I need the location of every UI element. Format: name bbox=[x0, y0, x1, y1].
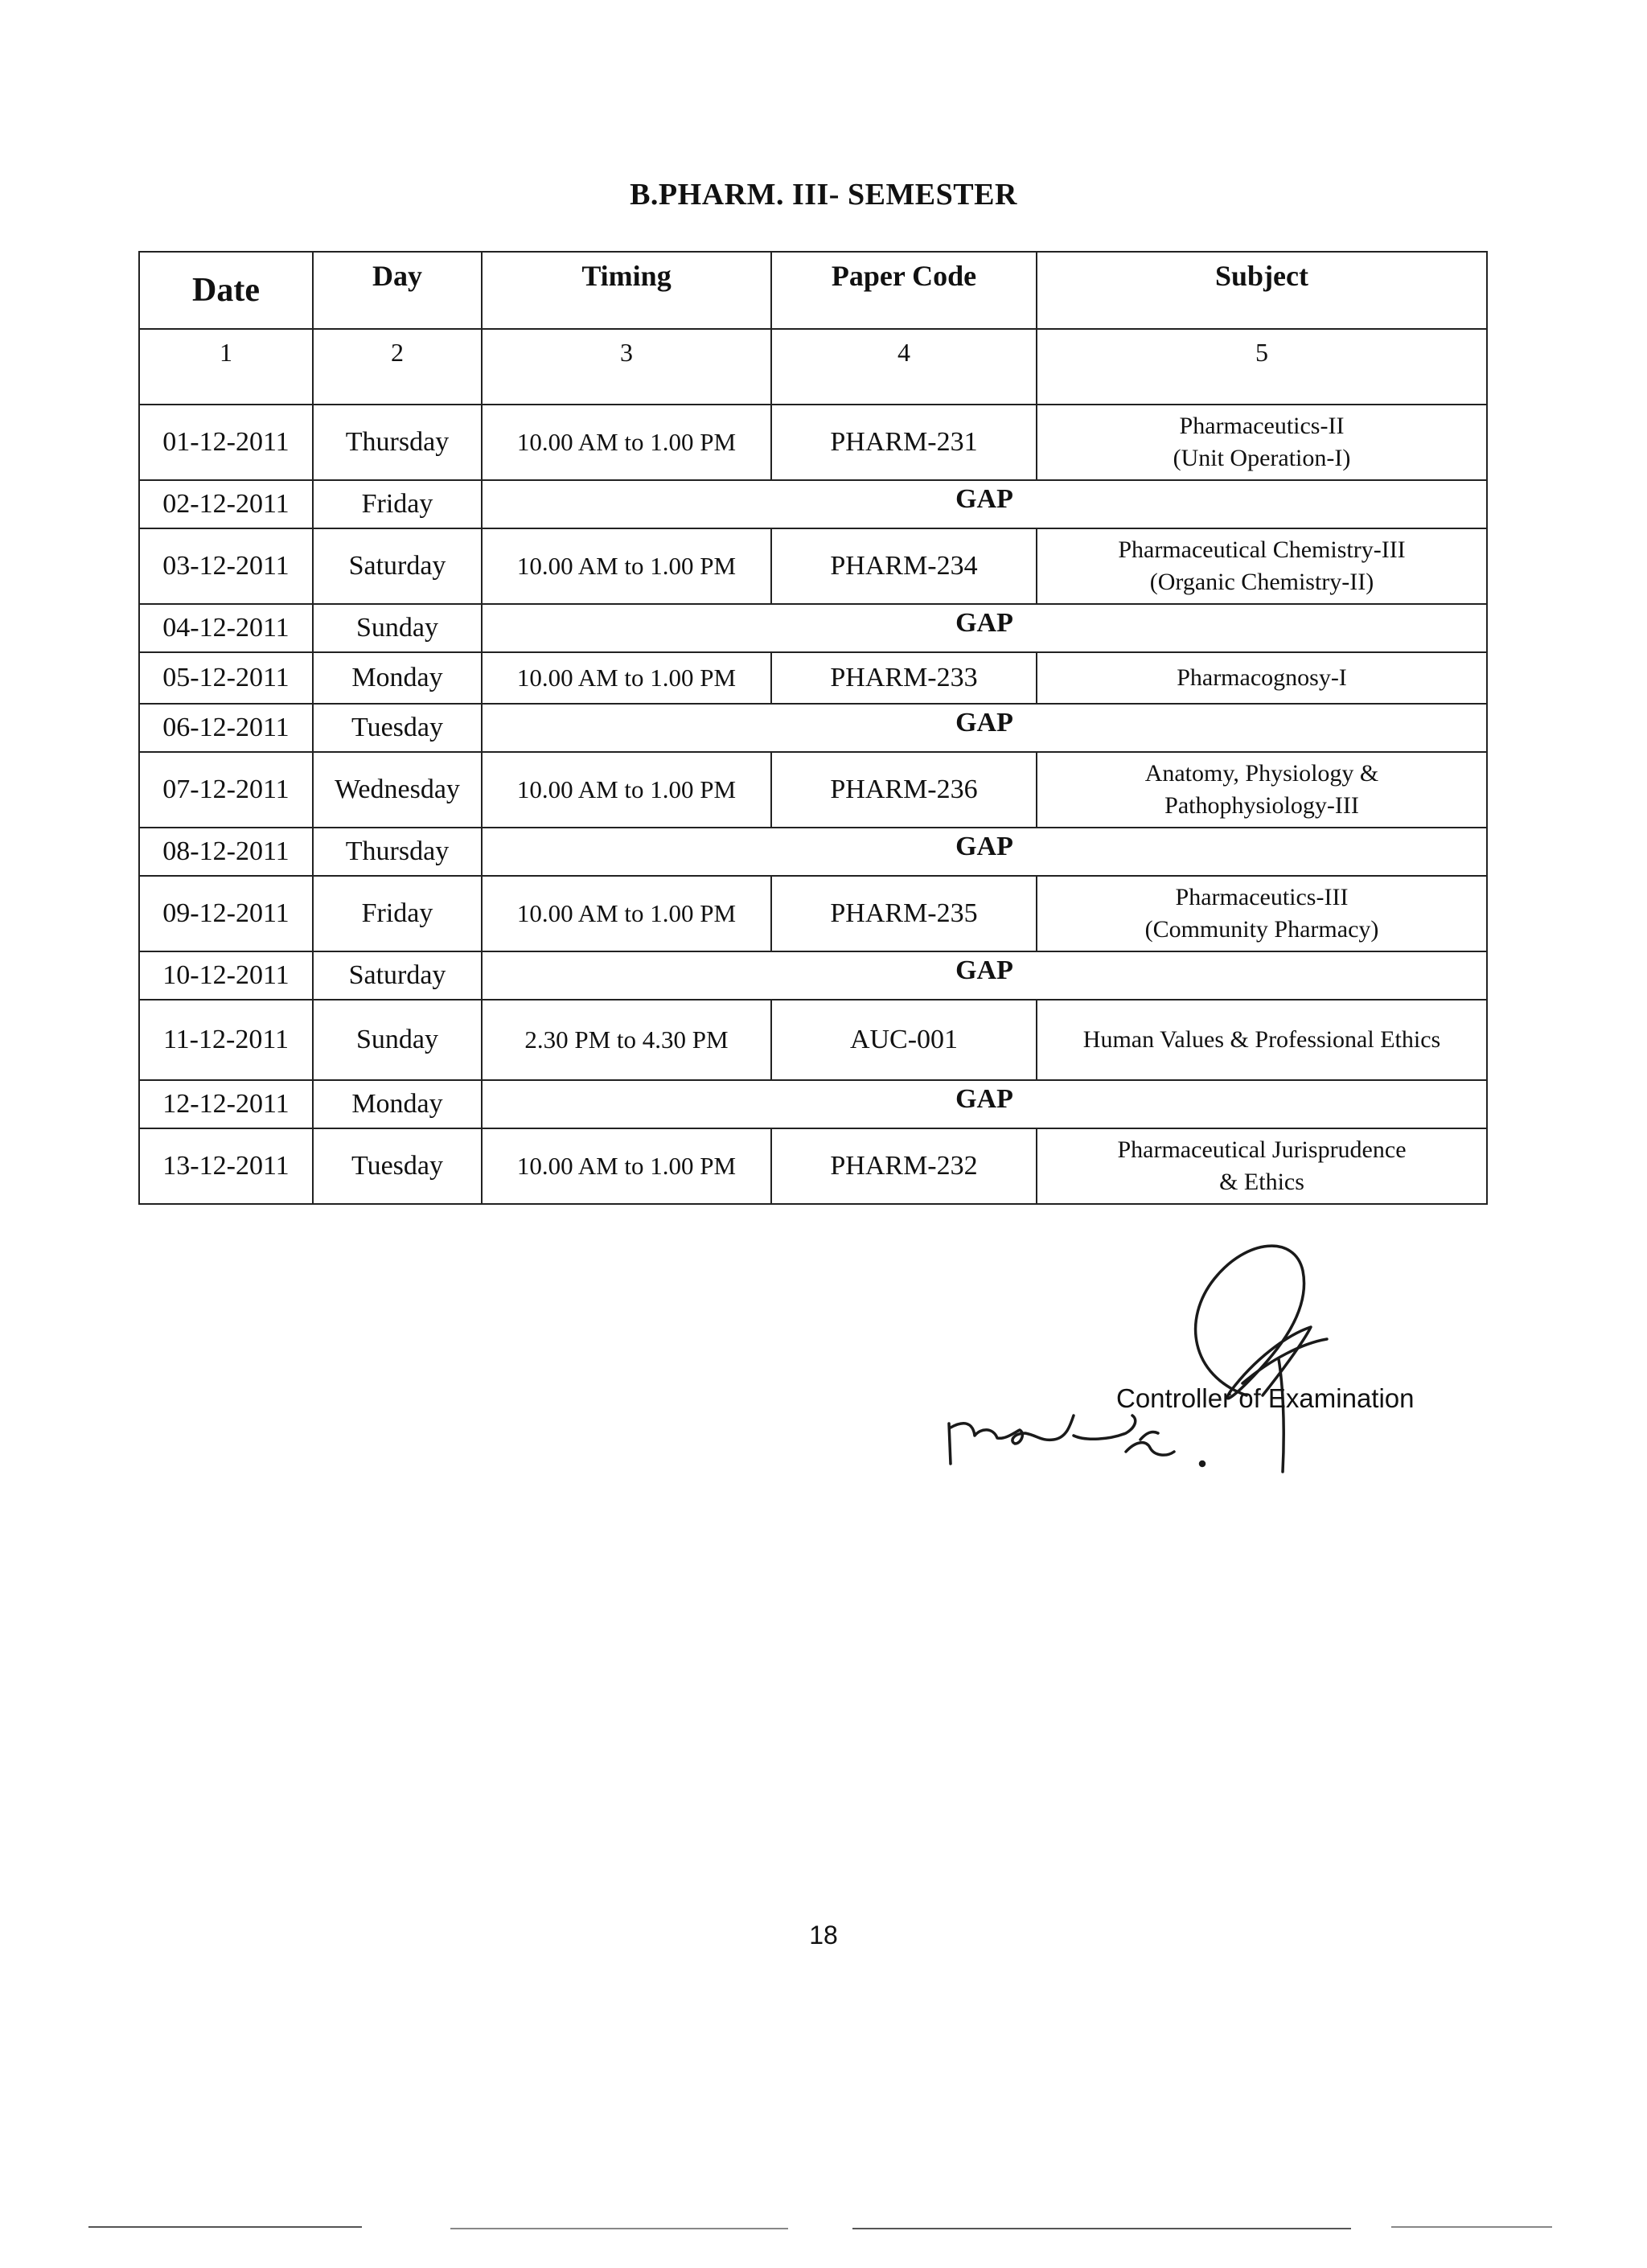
date-cell: 06-12-2011 bbox=[139, 704, 313, 752]
exam-row bbox=[139, 652, 1487, 704]
date-cell: 10-12-2011 bbox=[139, 951, 313, 1000]
timing-cell: 10.00 AM to 1.00 PM bbox=[482, 876, 771, 951]
subject-line: Anatomy, Physiology & bbox=[1144, 760, 1379, 787]
day-cell: Sunday bbox=[313, 604, 482, 652]
date-cell: 08-12-2011 bbox=[139, 828, 313, 876]
paper-code-cell: PHARM-232 bbox=[771, 1128, 1037, 1204]
exam-row bbox=[139, 1000, 1487, 1080]
paper-code-cell: PHARM-233 bbox=[771, 652, 1037, 704]
column-number: 2 bbox=[313, 329, 482, 405]
subject-line: (Organic Chemistry-II) bbox=[1149, 569, 1374, 595]
day-cell: Monday bbox=[313, 1080, 482, 1128]
paper-code-cell: PHARM-235 bbox=[771, 876, 1037, 951]
subject-cell bbox=[1037, 1128, 1487, 1204]
column-number: 5 bbox=[1037, 329, 1487, 405]
exam-row bbox=[139, 876, 1487, 951]
subject-cell bbox=[1037, 1000, 1487, 1080]
date-cell: 12-12-2011 bbox=[139, 1080, 313, 1128]
timing-cell: 10.00 AM to 1.00 PM bbox=[482, 405, 771, 480]
subject-line: & Ethics bbox=[1219, 1169, 1304, 1195]
signatory-label: Controller of Examination bbox=[1116, 1383, 1415, 1413]
timing-cell: 10.00 AM to 1.00 PM bbox=[482, 652, 771, 704]
date-cell: 03-12-2011 bbox=[139, 528, 313, 604]
header-paper-code: Paper Code bbox=[771, 252, 1037, 329]
header-day: Day bbox=[313, 252, 482, 329]
subject-line: (Community Pharmacy) bbox=[1144, 916, 1379, 943]
subject-cell bbox=[1037, 528, 1487, 604]
subject-line: Pharmaceutical Jurisprudence bbox=[1117, 1136, 1407, 1163]
subject-line: Pathophysiology-III bbox=[1164, 792, 1359, 819]
column-number: 3 bbox=[482, 329, 771, 405]
document-title: B.PHARM. III- SEMESTER bbox=[630, 178, 1017, 212]
date-cell: 05-12-2011 bbox=[139, 652, 313, 704]
gap-row bbox=[139, 951, 1487, 1000]
subject-line: Pharmaceutics-II bbox=[1179, 413, 1345, 439]
exam-row bbox=[139, 405, 1487, 480]
scan-artifact-line bbox=[852, 2228, 1351, 2229]
timing-cell: 10.00 AM to 1.00 PM bbox=[482, 1128, 771, 1204]
header-row bbox=[139, 252, 1487, 329]
subject-line: Pharmaceutics-III bbox=[1175, 884, 1349, 910]
date-cell: 04-12-2011 bbox=[139, 604, 313, 652]
gap-row bbox=[139, 480, 1487, 528]
date-cell: 02-12-2011 bbox=[139, 480, 313, 528]
day-cell: Tuesday bbox=[313, 704, 482, 752]
scan-artifact-line bbox=[1391, 2226, 1552, 2228]
paper-code-cell: PHARM-234 bbox=[771, 528, 1037, 604]
gap-cell: GAP bbox=[482, 828, 1487, 876]
date-cell: 01-12-2011 bbox=[139, 405, 313, 480]
gap-cell: GAP bbox=[482, 1080, 1487, 1128]
gap-row bbox=[139, 828, 1487, 876]
date-cell: 11-12-2011 bbox=[139, 1000, 313, 1080]
paper-code-cell: AUC-001 bbox=[771, 1000, 1037, 1080]
column-number: 4 bbox=[771, 329, 1037, 405]
subject-line: Pharmaceutical Chemistry-III bbox=[1118, 536, 1406, 563]
exam-row bbox=[139, 1128, 1487, 1204]
handwritten-signature bbox=[925, 1222, 1488, 1496]
subject-cell bbox=[1037, 876, 1487, 951]
date-cell: 09-12-2011 bbox=[139, 876, 313, 951]
day-cell: Friday bbox=[313, 876, 482, 951]
date-cell: 07-12-2011 bbox=[139, 752, 313, 828]
exam-schedule-table bbox=[138, 251, 1488, 1205]
header-date: Date bbox=[139, 252, 313, 329]
gap-cell: GAP bbox=[482, 951, 1487, 1000]
day-cell: Monday bbox=[313, 652, 482, 704]
subject-cell bbox=[1037, 652, 1487, 704]
subject-cell bbox=[1037, 752, 1487, 828]
subject-line: Human Values & Professional Ethics bbox=[1082, 1026, 1441, 1053]
gap-row bbox=[139, 1080, 1487, 1128]
paper-code-cell: PHARM-231 bbox=[771, 405, 1037, 480]
column-number: 1 bbox=[139, 329, 313, 405]
exam-row bbox=[139, 752, 1487, 828]
day-cell: Sunday bbox=[313, 1000, 482, 1080]
gap-cell: GAP bbox=[482, 704, 1487, 752]
paper-code-cell: PHARM-236 bbox=[771, 752, 1037, 828]
timing-cell: 2.30 PM to 4.30 PM bbox=[482, 1000, 771, 1080]
timing-cell: 10.00 AM to 1.00 PM bbox=[482, 528, 771, 604]
timing-cell: 10.00 AM to 1.00 PM bbox=[482, 752, 771, 828]
day-cell: Wednesday bbox=[313, 752, 482, 828]
subject-cell bbox=[1037, 405, 1487, 480]
exam-row bbox=[139, 528, 1487, 604]
column-number-row bbox=[139, 329, 1487, 405]
header-timing: Timing bbox=[482, 252, 771, 329]
subject-line: (Unit Operation-I) bbox=[1173, 445, 1351, 471]
header-subject: Subject bbox=[1037, 252, 1487, 329]
subject-line: Pharmacognosy-I bbox=[1177, 664, 1347, 691]
day-cell: Thursday bbox=[313, 405, 482, 480]
gap-cell: GAP bbox=[482, 480, 1487, 528]
schedule-body bbox=[139, 405, 1487, 1204]
scan-artifact-line bbox=[450, 2228, 788, 2229]
day-cell: Tuesday bbox=[313, 1128, 482, 1204]
day-cell: Saturday bbox=[313, 951, 482, 1000]
gap-row bbox=[139, 604, 1487, 652]
gap-cell: GAP bbox=[482, 604, 1487, 652]
gap-row bbox=[139, 704, 1487, 752]
page-number: 18 bbox=[809, 1921, 838, 1950]
day-cell: Thursday bbox=[313, 828, 482, 876]
day-cell: Saturday bbox=[313, 528, 482, 604]
day-cell: Friday bbox=[313, 480, 482, 528]
date-cell: 13-12-2011 bbox=[139, 1128, 313, 1204]
scan-artifact-line bbox=[88, 2226, 362, 2228]
